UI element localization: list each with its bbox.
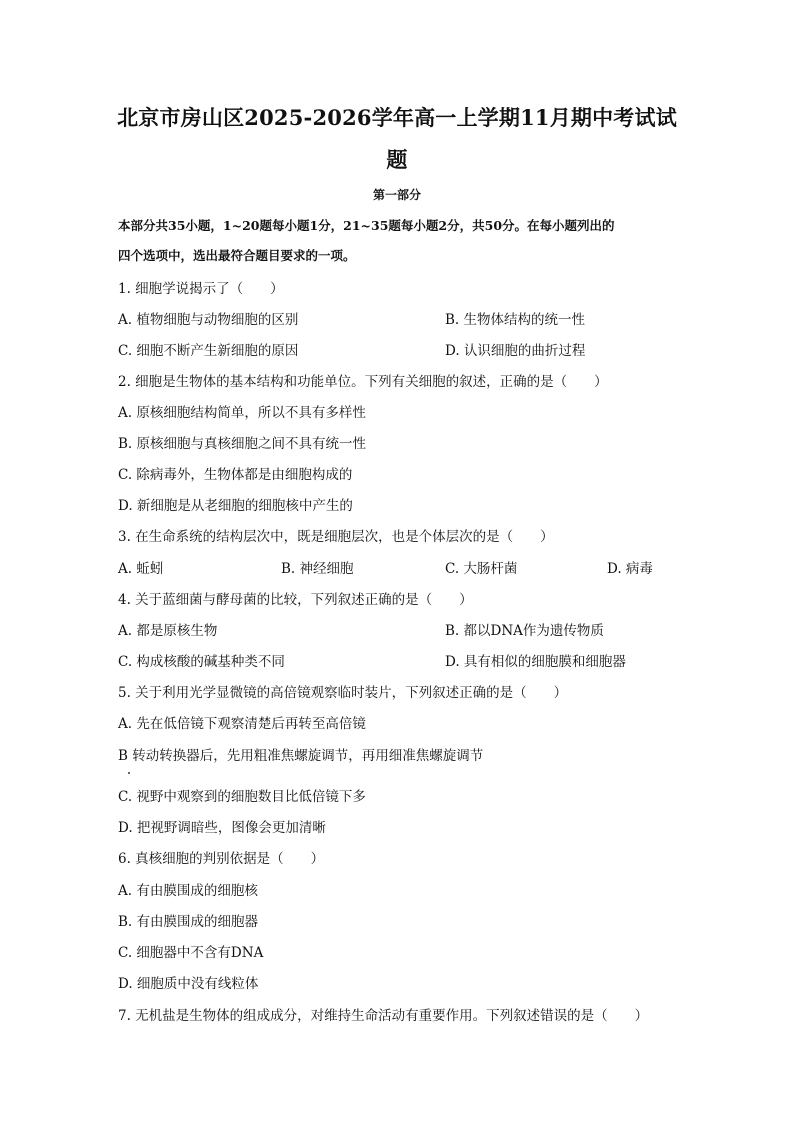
question-stem: 4. 关于蓝细菌与酵母菌的比较，下列叙述正确的是（ ） <box>118 592 473 608</box>
question-option: A. 有由膜围成的细胞核 <box>118 883 258 899</box>
question-option: B. 都以DNA作为遗传物质 <box>445 623 604 639</box>
exam-title-line-2: 题 <box>386 147 408 172</box>
question-stem: 7. 无机盐是生物体的组成成分，对维持生命活动有重要作用。下列叙述错误的是（ ） <box>118 1008 649 1024</box>
question-option: D. 把视野调暗些，图像会更加清晰 <box>118 820 326 836</box>
question-option: A. 原核细胞结构简单，所以不具有多样性 <box>118 405 366 421</box>
question-option: D. 病毒 <box>607 561 653 577</box>
question-option: C. 除病毒外，生物体都是由细胞构成的 <box>118 467 353 483</box>
question-option: C. 细胞器中不含有DNA <box>118 945 264 961</box>
question-option: B. 生物体结构的统一性 <box>445 312 586 328</box>
question-stem: 2. 细胞是生物体的基本结构和功能单位。下列有关细胞的叙述，正确的是（ ） <box>118 374 608 390</box>
question-option: D. 具有相似的细胞膜和细胞器 <box>445 654 626 670</box>
exam-title-line-1: 北京市房山区2025-2026学年高一上学期11月期中考试试 <box>117 105 677 130</box>
question-option: B. 神经细胞 <box>281 561 354 577</box>
question-option: C. 构成核酸的碱基种类不同 <box>118 654 285 670</box>
question-option: D. 新细胞是从老细胞的细胞核中产生的 <box>118 498 353 514</box>
stray-dot-mark <box>128 772 130 774</box>
section-instructions-line-1: 本部分共35小题，1~20题每小题1分，21~35题每小题2分，共50分。在每小题列出的 <box>118 218 615 233</box>
question-option: C. 大肠杆菌 <box>445 561 518 577</box>
question-option: B. 原核细胞与真核细胞之间不具有统一性 <box>118 436 367 452</box>
question-option: B 转动转换器后，先用粗准焦螺旋调节，再用细准焦螺旋调节 <box>118 748 484 764</box>
question-option: A. 蚯蚓 <box>118 561 164 577</box>
section-instructions-line-2: 四个选项中，选出最符合题目要求的一项。 <box>118 248 356 263</box>
question-option: D. 细胞质中没有线粒体 <box>118 976 259 992</box>
question-stem: 6. 真核细胞的判别依据是（ ） <box>118 851 325 867</box>
section-label: 第一部分 <box>372 188 421 202</box>
question-option: A. 植物细胞与动物细胞的区别 <box>118 312 299 328</box>
question-stem: 5. 关于利用光学显微镜的高倍镜观察临时装片，下列叙述正确的是（ ） <box>118 685 568 701</box>
question-option: B. 有由膜围成的细胞器 <box>118 914 259 930</box>
question-option: A. 都是原核生物 <box>118 623 218 639</box>
question-option: C. 细胞不断产生新细胞的原因 <box>118 343 299 359</box>
question-option: C. 视野中观察到的细胞数目比低倍镜下多 <box>118 789 366 805</box>
question-stem: 1. 细胞学说揭示了（ ） <box>118 281 284 297</box>
question-option: D. 认识细胞的曲折过程 <box>445 343 586 359</box>
question-stem: 3. 在生命系统的结构层次中，既是细胞层次，也是个体层次的是（ ） <box>118 529 554 545</box>
question-option: A. 先在低倍镜下观察清楚后再转至高倍镜 <box>118 716 366 732</box>
